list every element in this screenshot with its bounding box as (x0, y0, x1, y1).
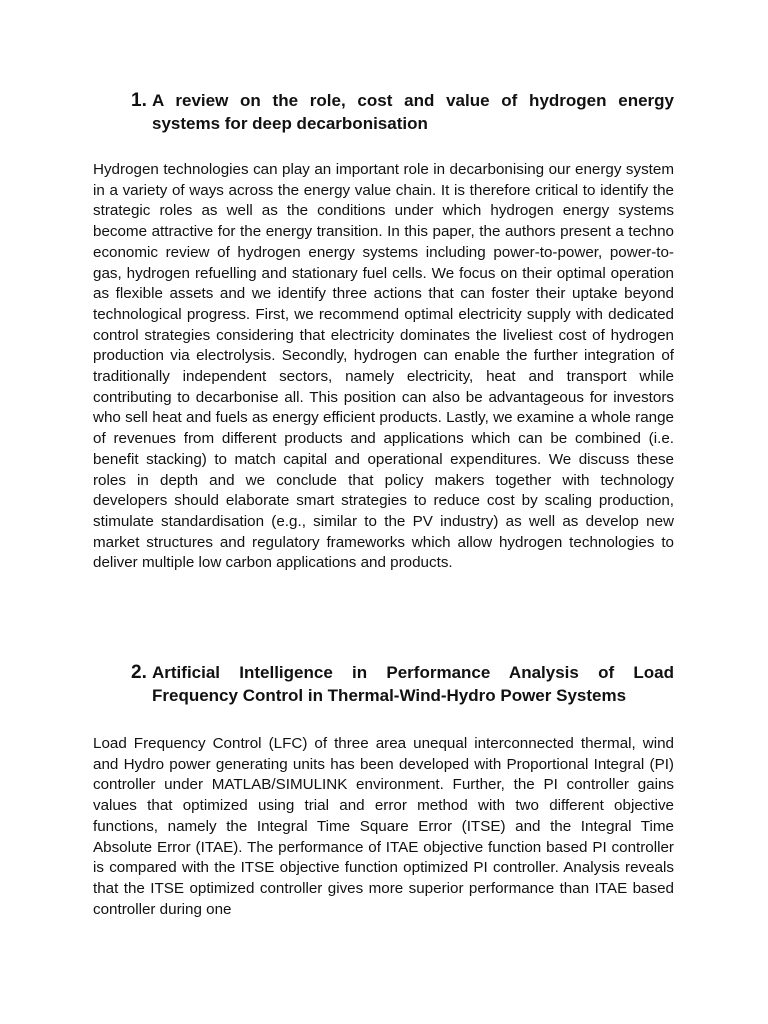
paper-entry-1 (93, 89, 674, 574)
paper-title-1 (93, 89, 674, 135)
paper-entry-2 (93, 661, 674, 920)
paper-number-2: 2. (131, 662, 147, 683)
paper-title-2 (93, 661, 674, 707)
paper-number-1: 1. (131, 90, 147, 111)
paper-title-text-1: A review on the role, cost and value of hydrogen energy systems for deep decarbonisation (152, 91, 674, 133)
paper-title-text-2: Artificial Intelligence in Performance Analysis of Load Frequency Control in Thermal-Wind-Hydro Power Systems (152, 663, 674, 705)
paper-abstract-1: Hydrogen technologies can play an important role in decarbonising our energy system in a variety of ways across the energy value chain. It is therefore critical to identify the strategic roles as well as the conditions under which hydrogen energy systems become attractive for the energy transition. In this paper, the authors present a techno economic review of hydrogen energy systems including power-to-power, power-to-gas, hydrogen refuelling and stationary fuel cells. We focus on their optimal operation as flexible assets and we identify three actions that can foster their uptake beyond technological progress. First, we recommend optimal electricity supply with dedicated control strategies considering that electricity dominates the liveliest cost of hydrogen production via electrolysis. Secondly, hydrogen can enable the further integration of traditionally independent sectors, namely electricity, heat and transport while contributing to decarbonise all. This position can also be advantageous for investors who sell heat and fuels as energy efficient products. Lastly, we examine a whole range of revenues from different products and applications which can be combined (i.e. benefit stacking) to match capital and operational expenditures. We discuss these roles in depth and we conclude that policy makers together with technology developers should elaborate smart strategies to reduce cost by scaling production, stimulate standardisation (e.g., similar to the PV industry) as well as develop new market structures and regulatory frameworks which allow hydrogen technologies to deliver multiple low carbon applications and products. (93, 161, 674, 572)
paper-abstract-2: Load Frequency Control (LFC) of three area unequal interconnected thermal, wind and Hydro power generating units has been developed with Proportional Integral (PI) controller under MATLAB/SIMULINK environment. Further, the PI controller gains values that optimized using trial and error method with two different objective functions, namely the Integral Time Square Error (ITSE) and the Integral Time Absolute Error (ITAE). The performance of ITAE objective function based PI controller is compared with the ITSE objective function optimized PI controller. Analysis reveals that the ITSE optimized controller gives more superior performance than ITAE based controller during one (93, 735, 674, 918)
